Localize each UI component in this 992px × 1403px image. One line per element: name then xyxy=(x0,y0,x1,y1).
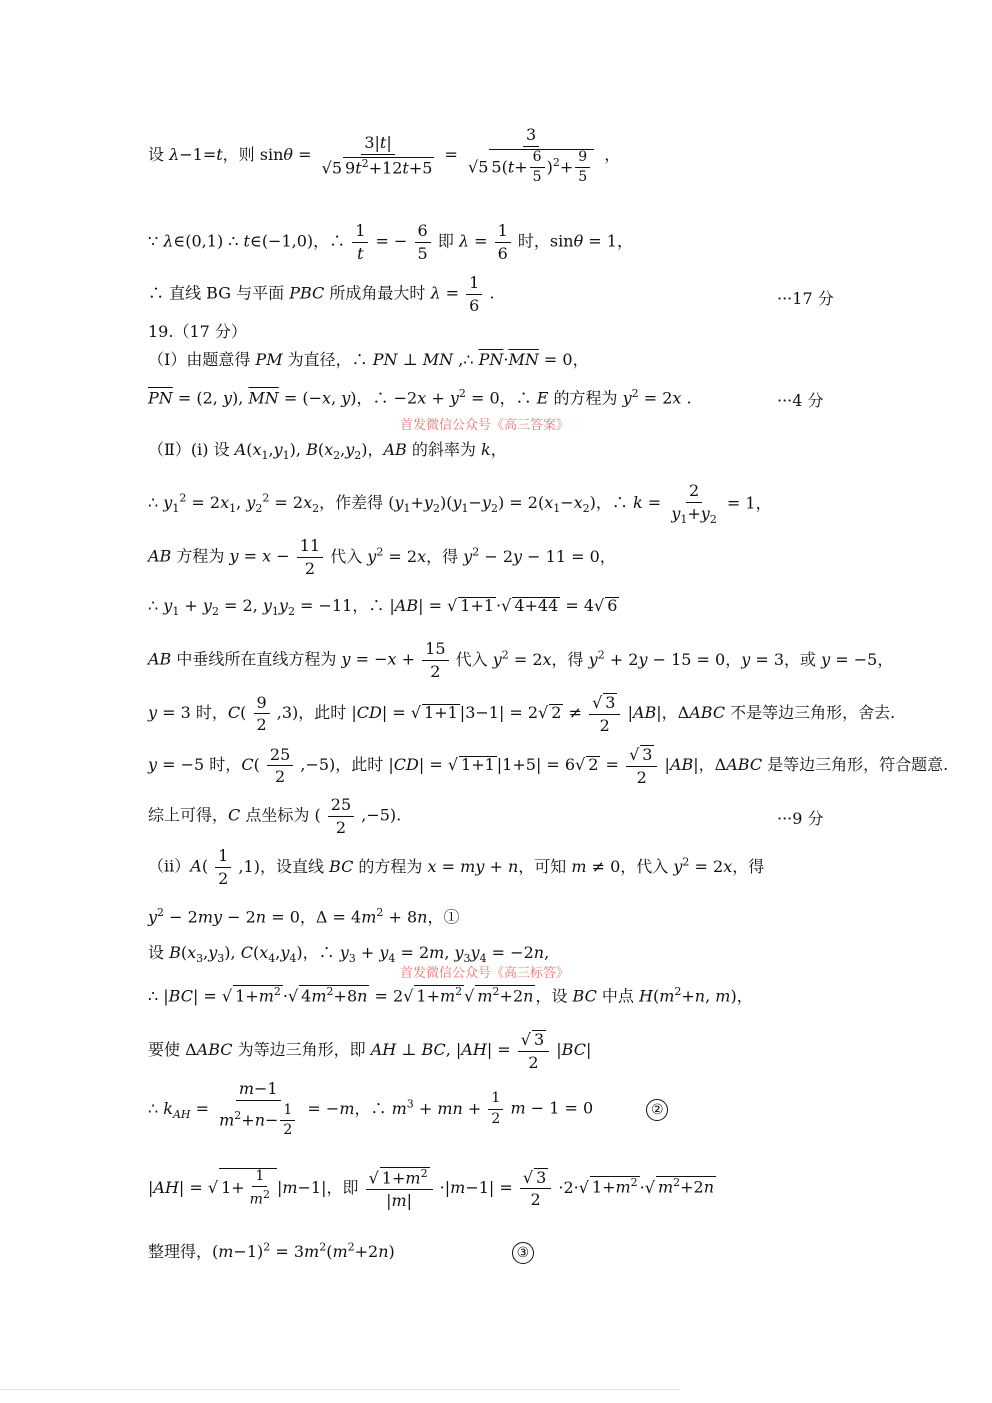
fraction-2: 3 √5 5(t+ $\frac{6}{5}$ )$^2$+ $\frac{9}{5}$ xyxy=(465,126,597,185)
part2-line1: （Ⅱ）(i) 设 $A(x_1,y_1)$, $B(x_2,y_2)$，AB 的斜率为 k， xyxy=(148,440,507,463)
part2-line6: y = 3 时，C( $\frac{9}{2}$ ,3)，此时 |CD| = √ 1+1 |3−1| = 2√ 2 ≠ $\frac{√ 3}{2}$ |AB|，ΔABC 不是等边三角形，舍去. xyxy=(148,692,896,735)
part2-line7: y = −5 时，C( $\frac{25}{2}$ ,−5)，此时 |CD| = √ 1+1 |1+5| = 6√ 2 = $\frac{√ 3}{2}$ |AB|，ΔABC 是等边三角形，符合题意. xyxy=(148,744,949,787)
part3-line5: 要使 ΔABC 为等边三角形，即 AH ⊥ BC, |AH| = $\frac{√ 3}{2}$ |BC| xyxy=(148,1030,592,1072)
watermark-1: 首发微信公众号《高三答案》 xyxy=(400,418,570,433)
score-17: ···17 分 xyxy=(777,289,834,308)
part2-line4: ∴ $y_1 + y_2 = 2$, $y_1y_2 = -11$，∴ |AB| = √ 1+1 ·√ 4+44 = 4√ 6 xyxy=(148,596,618,619)
score-9: ···9 分 xyxy=(777,809,824,828)
watermark-2: 首发微信公众号《高三标答》 xyxy=(400,966,570,981)
line-lambda-range: ∵ λ∈(0,1) ∴ t∈(−1,0)，∴ $\frac{1}{t}$ = − $\frac{6}{5}$ 即 λ = $\frac{1}{6}$ 时，sinθ = 1， xyxy=(148,221,633,263)
marker-1: ① xyxy=(443,907,460,927)
part3-line8: 整理得，$(m-1)^2 = 3m^2(m^2+2n)$ ③ xyxy=(148,1242,534,1264)
question-19-title: 19.（17 分） xyxy=(148,322,247,341)
part3-line2: $y^2 - 2my - 2n = 0$，$\Delta = 4m^2 + 8n$，① xyxy=(148,906,460,927)
part3-line7: |AH| = √ 1+ $\frac{1}{m^2}$ |m−1|，即 $\frac{√ 1+m^2}{|m|}$ ·|m−1| = $\frac{√ 3}{2}$ ·2·√ $1+m^2$ ·√ $m^2+2n$ xyxy=(148,1167,715,1210)
part1-line1: （Ⅰ）由题意得 PM 为直径，∴ PN ⊥ MN ,∴ $\overline{PN}\cdot\overline{MN} = 0$， xyxy=(148,350,589,369)
page-bottom-rule xyxy=(0,1389,680,1390)
marker-3: ③ xyxy=(512,1242,534,1264)
part3-line3: 设 $B(x_3,y_3)$, $C(x_4,y_4)$，∴ $y_3 + y_4 = 2m$, $y_3y_4 = -2n$, xyxy=(148,943,550,966)
score-4: ···4 分 xyxy=(777,391,824,410)
part2-line8: 综上可得，C 点坐标为 ( $\frac{25}{2}$ ,−5). xyxy=(148,795,402,837)
part3-line4: ∴ |BC| = √ $1+m^2$ ·√ $4m^2+8n = 2√$ $1+m^2$ √ $m^2+2n$ ，设 BC 中点 $H(m^2+n$, m)， xyxy=(148,985,753,1006)
line-conclusion-lambda: ∴ 直线 BG 与平面 PBC 所成角最大时 λ = $\frac{1}{6}$ . xyxy=(148,273,495,315)
marker-2: ② xyxy=(646,1099,668,1121)
fraction-1: $\frac{3|t|}{√5 9t^2+12t+5}$ xyxy=(321,133,433,178)
part2-line5: AB 中垂线所在直线方程为 y = −x + $\frac{15}{2}$ 代入 $y^2 = 2x$，得 $y^2 + 2y - 15 = 0$，y = 3，或 y = −5， xyxy=(148,639,894,681)
part2-line3: AB 方程为 y = x − $\frac{11}{2}$ 代入 $y^2 = 2x$，得 $y^2 - 2y - 11 = 0$， xyxy=(148,536,616,578)
part3-line1: （ii）A( $\frac{1}{2}$ ,1)，设直线 BC 的方程为 x = my + n，可知 m ≠ 0，代入 $y^2 = 2x$，得 xyxy=(148,846,765,888)
part1-line2: $\overline{PN} = (2$, y), $\overline{MN} = (-x$, y)，∴ $-2x + y^2 = 0$，∴ E 的方程为 $y^2 = 2x$ . xyxy=(148,387,692,408)
part2-line2: ∴ $y_1^2 = 2x_1$, $y_2^2 = 2x_2$，作差得 $(y_1+y_2)(y_1-y_2) = 2(x_1-x_2)$，∴ k = $\frac{2}{y_1+y_2}$ = 1， xyxy=(148,481,772,526)
line-sin-theta: 设 λ−1=t，则 sinθ = $\frac{3|t|}{√5 9t^2+12t+5}$ = 3 √5 5(t+ $\frac{6}{5}$ )$^2$+ $\frac{9}{5}$ ， xyxy=(148,125,621,185)
part3-line6: ∴ $k_{AH}$ = m−1 $m^2+n-$ $\frac{1}{2}$ = −m，∴ $m^3$ + mn + $\frac{1}{2}$ m − 1 = 0 ② xyxy=(148,1080,668,1138)
